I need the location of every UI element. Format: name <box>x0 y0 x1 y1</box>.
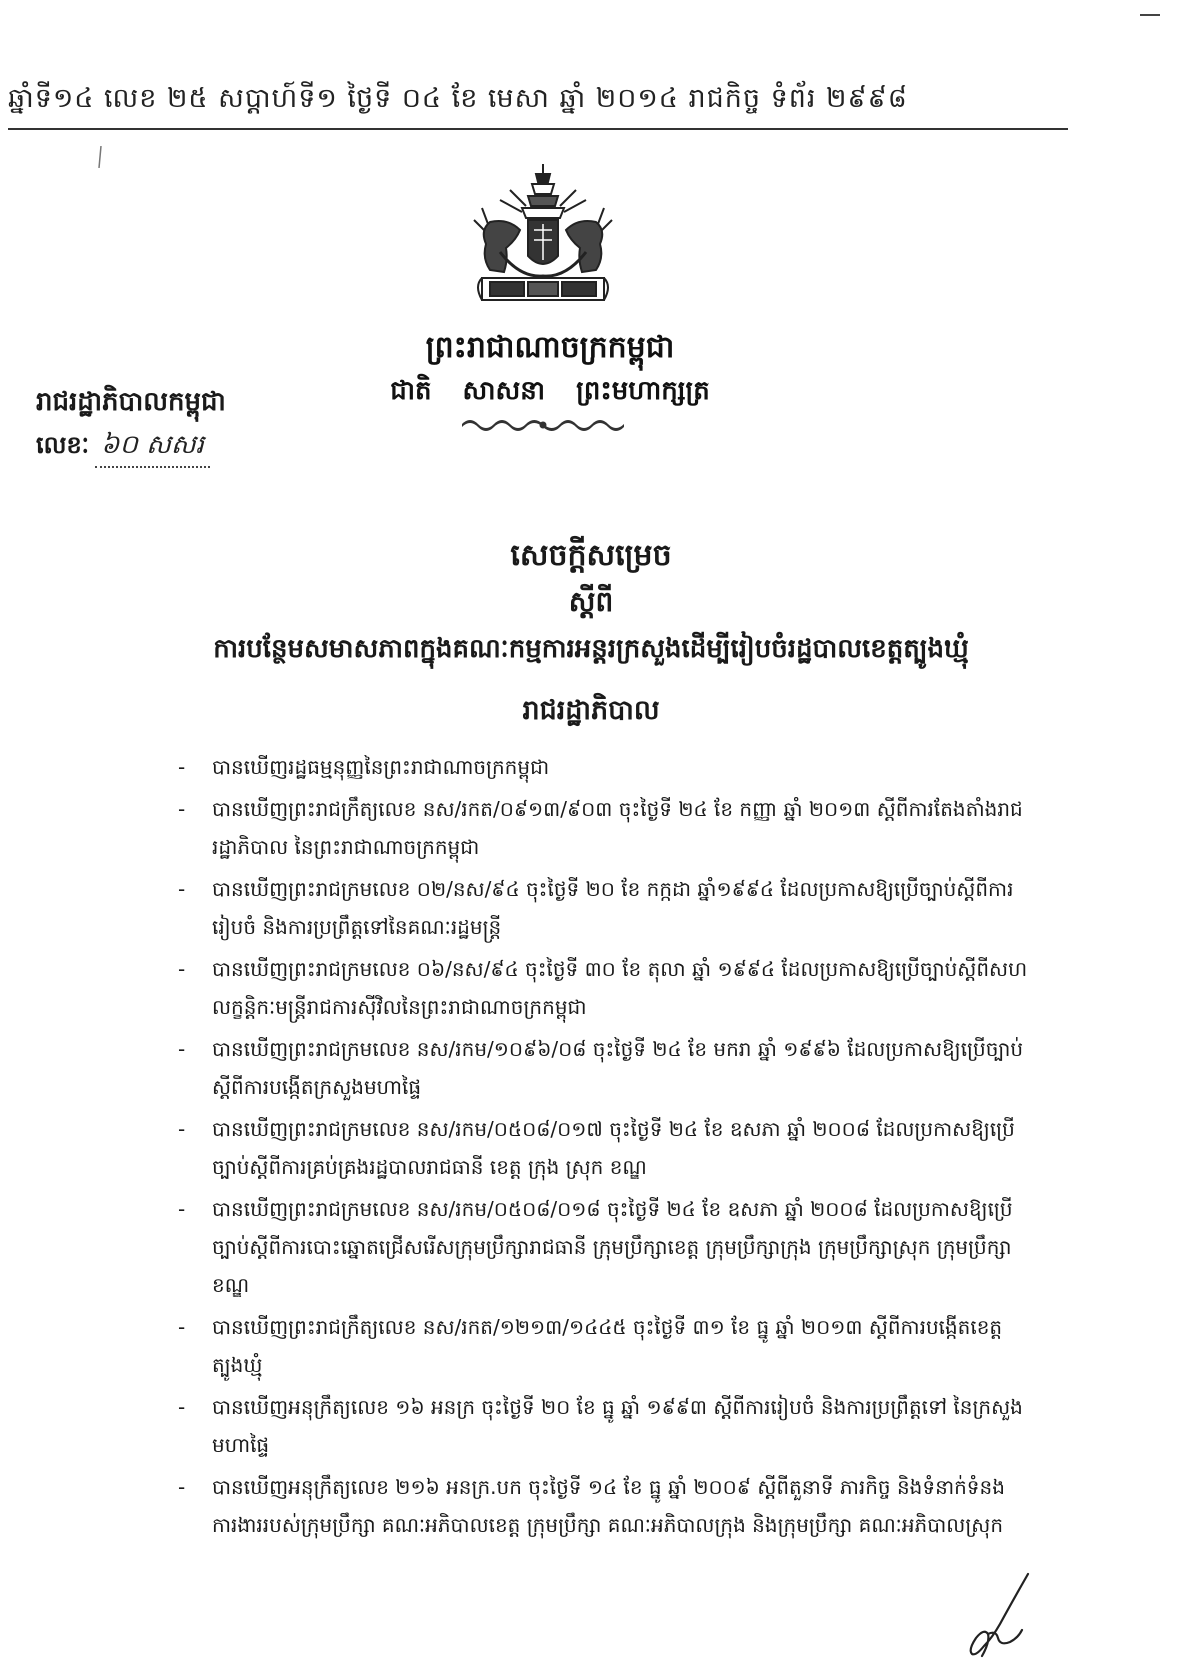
consideration-item: - បានឃើញព្រះរាជក្រមលេខ ០៦/នស/៩៤ ចុះថ្ងៃទី ៣០ ខែ តុលា ឆ្នាំ ១៩៩៤ ដែលប្រកាសឱ្យប្រើច្បាប់ស្តីពីសហលក្ខន្តិកៈមន្ត្រីរាជការស៊ីវិលនៃព្រះរាជាណាចក្រកម្ពុជា <box>172 950 1028 1026</box>
consideration-item: - បានឃើញរដ្ឋធម្មនុញ្ញនៃព្រះរាជាណាចក្រកម្ពុជា <box>172 748 1028 786</box>
scan-speck-icon <box>98 146 102 168</box>
consideration-item: - បានឃើញអនុក្រឹត្យលេខ ២១៦ អនក្រ.បក ចុះថ្ងៃទី ១៤ ខែ ធ្នូ ឆ្នាំ ២០០៩ ស្តីពីតួនាទី ភារកិច្ច និងទំនាក់ទំនងការងាររបស់ក្រុមប្រឹក្សា គណៈអភិបាលខេត្ត ក្រុមប្រឹក្សា គណៈអភិបាលក្រុង និងក្រុមប្រឹក្សា គណៈអភិបាលស្រុក <box>172 1468 1028 1544</box>
decorative-divider-icon <box>458 416 628 432</box>
considerations-list <box>172 748 1028 1548</box>
consideration-item: - បានឃើញព្រះរាជក្រឹត្យលេខ នស/រកត/១២១៣/១៤៤៥ ចុះថ្ងៃទី ៣១ ខែ ធ្នូ ឆ្នាំ ២០១៣ ស្តីពីការបង្កើតខេត្តត្បូងឃ្មុំ <box>172 1308 1028 1384</box>
national-motto: ជាតិ សាសនា ព្រះមហាក្សត្រ <box>390 376 710 406</box>
kingdom-title: ព្រះរាជាណាចក្រកម្ពុជា <box>425 330 675 365</box>
document-authority: រាជរដ្ឋាភិបាល <box>522 695 660 726</box>
document-title: សេចក្តីសម្រេច <box>510 538 672 573</box>
reference-value: ៦០ សសរ <box>95 428 210 468</box>
reference-label: លេខៈ <box>36 430 90 459</box>
consideration-item: - បានឃើញព្រះរាជក្រឹត្យលេខ នស/រកត/០៩១៣/៩០៣ ចុះថ្ងៃទី ២៤ ខែ កញ្ញា ឆ្នាំ ២០១៣ ស្តីពីការតែងតាំងរាជរដ្ឋាភិបាល នៃព្រះរាជាណាចក្រកម្ពុជា <box>172 790 1028 866</box>
header-rule <box>8 128 1068 130</box>
consideration-item: - បានឃើញព្រះរាជក្រមលេខ នស/រកម/១០៩៦/០៨ ចុះថ្ងៃទី ២៤ ខែ មករា ឆ្នាំ ១៩៩៦ ដែលប្រកាសឱ្យប្រើច្បាប់ស្តីពីការបង្កើតក្រសួងមហាផ្ទៃ <box>172 1030 1028 1106</box>
consideration-item: - បានឃើញអនុក្រឹត្យលេខ ១៦ អនក្រ ចុះថ្ងៃទី ២០ ខែ ធ្នូ ឆ្នាំ ១៩៩៣ ស្តីពីការរៀបចំ និងការប្រព្រឹត្តទៅ នៃក្រសួងមហាផ្ទៃ <box>172 1388 1028 1464</box>
consideration-item: - បានឃើញព្រះរាជក្រមលេខ ០២/នស/៩៤ ចុះថ្ងៃទី ២០ ខែ កក្កដា ឆ្នាំ១៩៩៤ ដែលប្រកាសឱ្យប្រើច្បាប់ស្តីពីការរៀបចំ និងការប្រព្រឹត្តទៅនៃគណៈរដ្ឋមន្ត្រី <box>172 870 1028 946</box>
handwritten-signature-icon <box>962 1572 1032 1662</box>
document-subject: ការបន្ថែមសមាសភាពក្នុងគណៈកម្មការអន្តរក្រសួងដើម្បីរៀបចំរដ្ឋបាលខេត្តត្បូងឃ្មុំ <box>213 634 969 664</box>
scan-corner-mark <box>1140 14 1160 16</box>
consideration-item: - បានឃើញព្រះរាជក្រមលេខ នស/រកម/០៥០៨/០១៧ ចុះថ្ងៃទី ២៤ ខែ ឧសភា ឆ្នាំ ២០០៨ ដែលប្រកាសឱ្យប្រើច្បាប់ស្តីពីការគ្រប់គ្រងរដ្ឋបាលរាជធានី ខេត្ត ក្រុង ស្រុក ខណ្ឌ <box>172 1110 1028 1186</box>
royal-coat-of-arms-icon <box>460 160 626 310</box>
issuing-authority: រាជរដ្ឋាភិបាលកម្ពុជា <box>36 387 226 417</box>
document-about: ស្តីពី <box>568 585 614 618</box>
reference-number <box>36 428 210 468</box>
consideration-item: - បានឃើញព្រះរាជក្រមលេខ នស/រកម/០៥០៨/០១៨ ចុះថ្ងៃទី ២៤ ខែ ឧសភា ឆ្នាំ ២០០៨ ដែលប្រកាសឱ្យប្រើច្បាប់ស្តីពីការបោះឆ្នោតជ្រើសរើសក្រុមប្រឹក្សារាជធានី ក្រុមប្រឹក្សាខេត្ត ក្រុមប្រឹក្សាក្រុង ក្រុមប្រឹក្សាស្រុក ក្រុមប្រឹក្សាខណ្ឌ <box>172 1190 1028 1304</box>
gazette-header: ឆ្នាំទី១៤ លេខ ២៥ សប្តាហ៍ទី១ ថ្ងៃទី ០៤ ខែ មេសា ឆ្នាំ ២០១៤ រាជកិច្ច ទំព័រ ២៩៩៨ <box>8 83 908 114</box>
